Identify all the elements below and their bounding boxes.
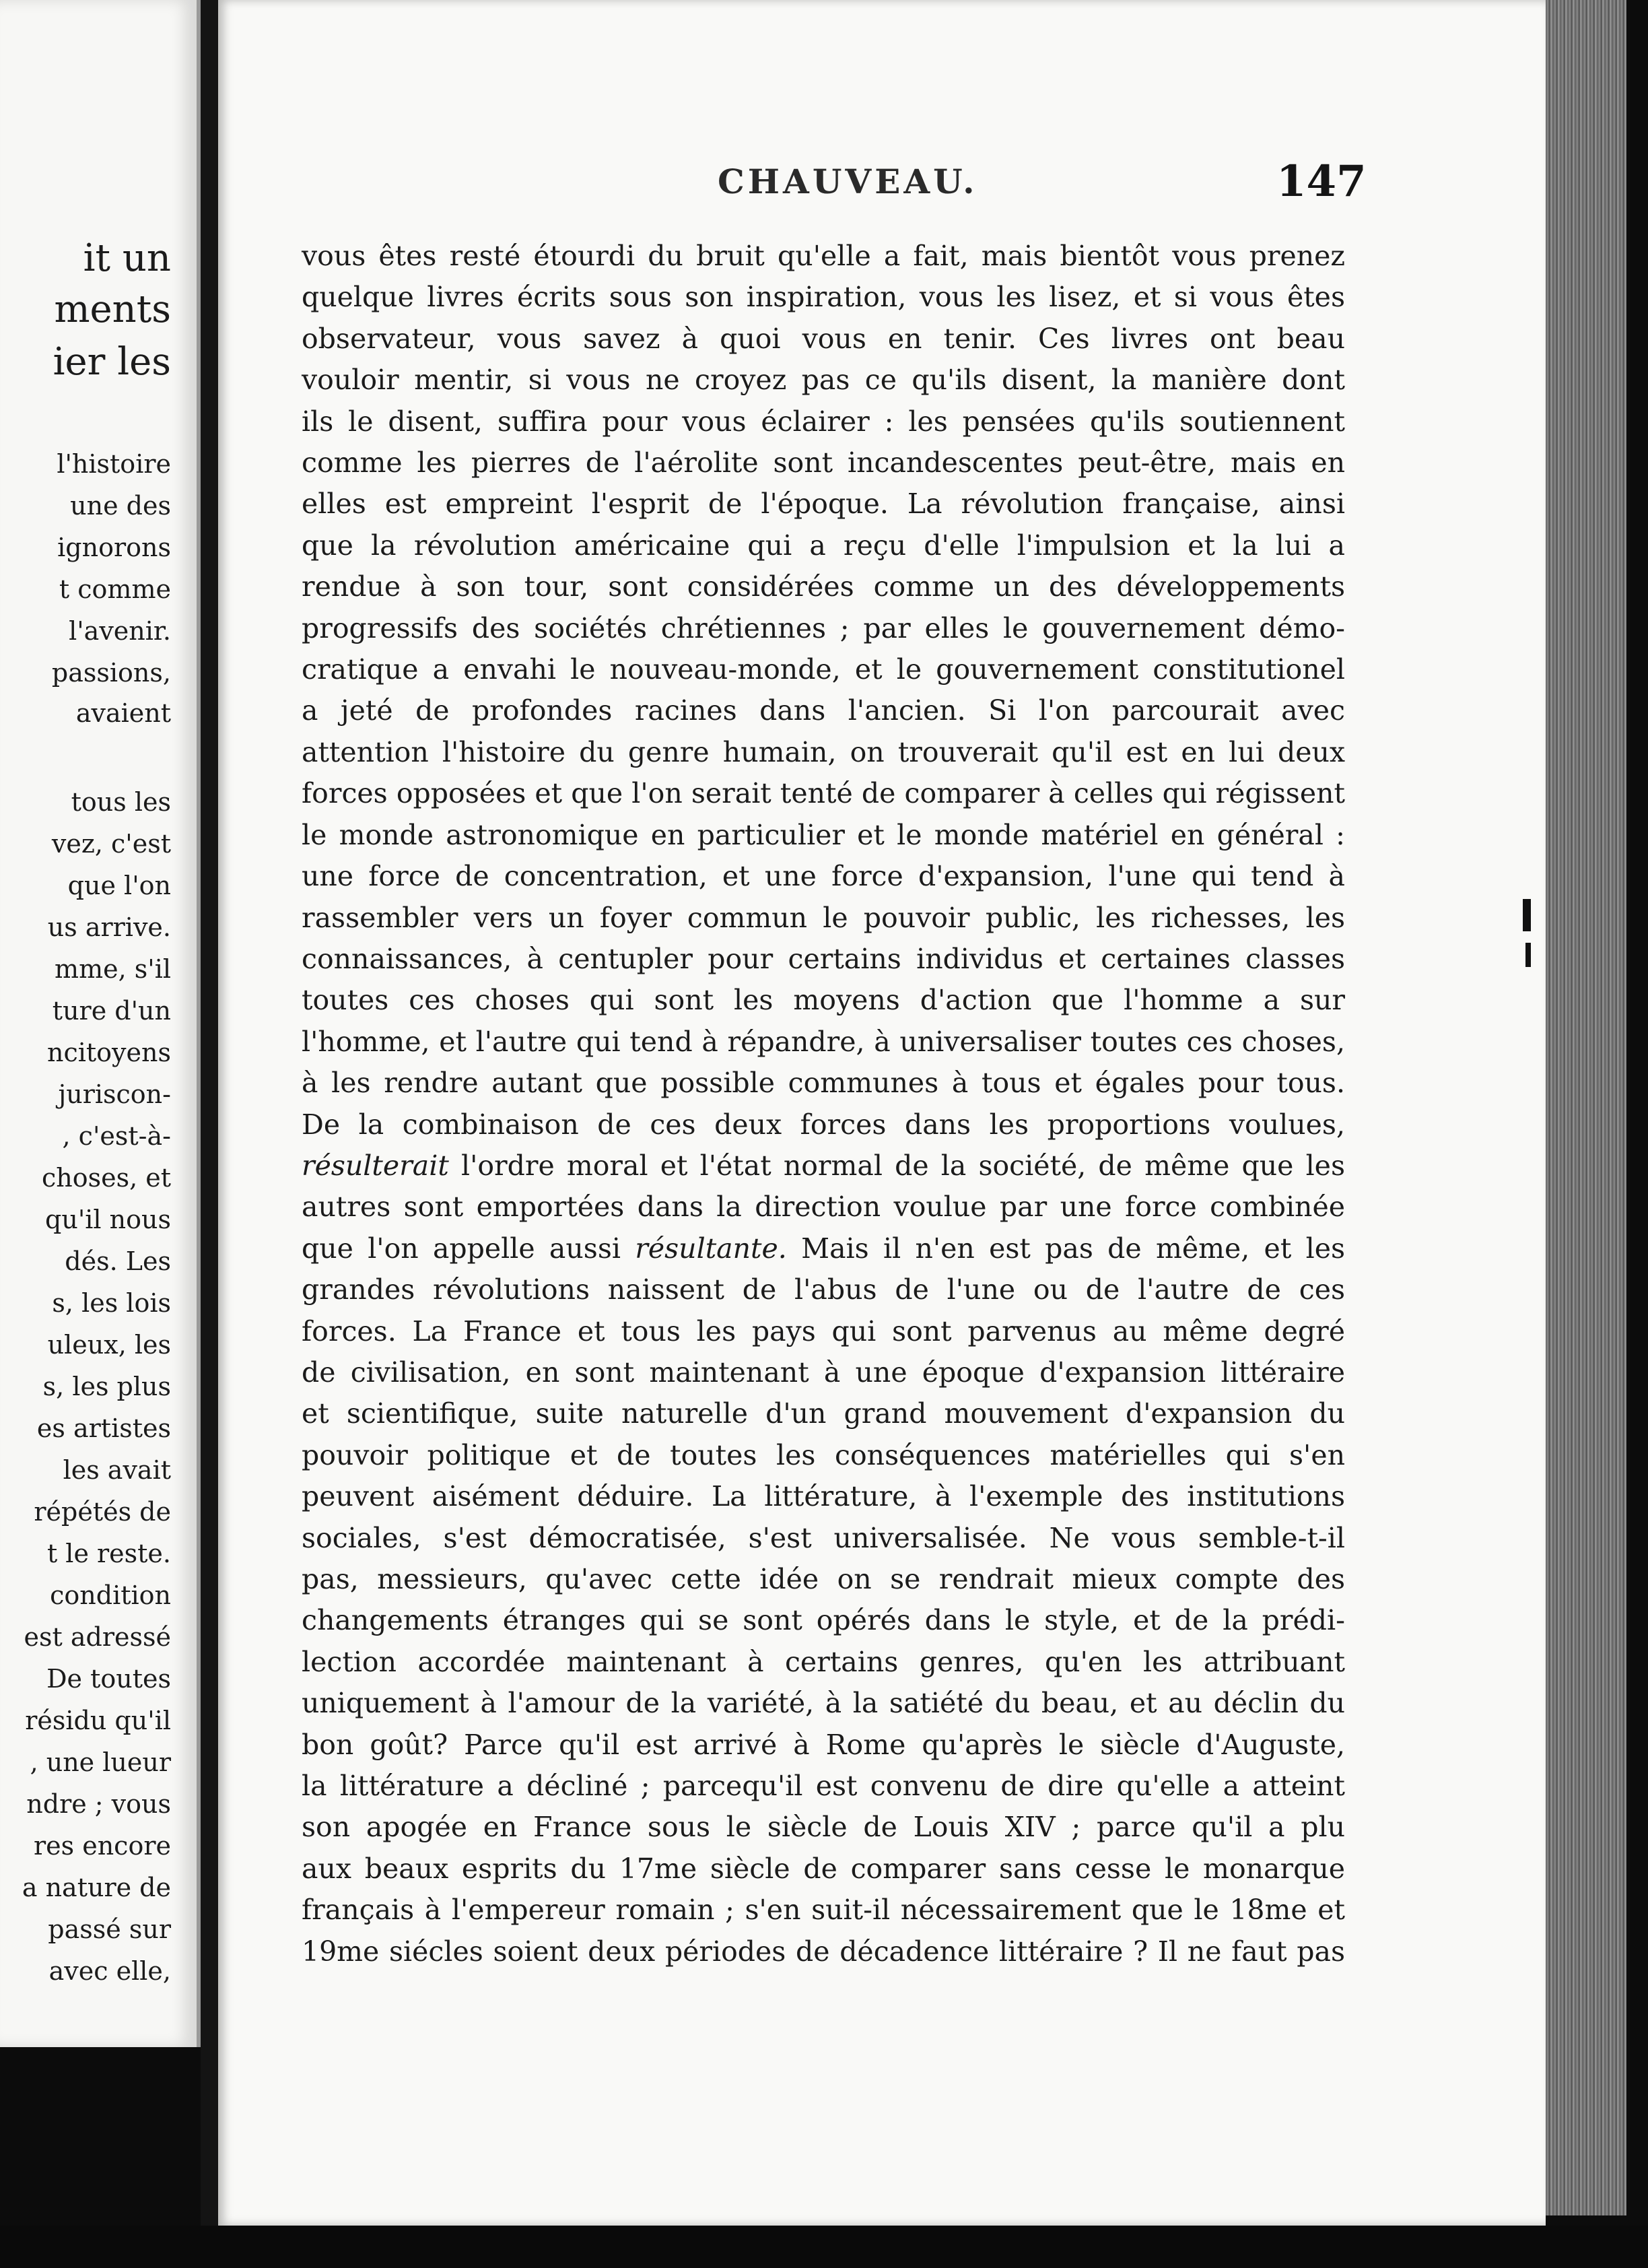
text-line: grandes révolutions naissent de l'abus de l'une ou de l'autre de ces	[302, 1273, 1345, 1306]
left-page-line: résidu qu'il	[25, 1706, 171, 1735]
left-page-line: a nature de	[22, 1873, 171, 1902]
body-text	[302, 236, 1345, 1972]
left-page-line: s, les plus	[42, 1372, 171, 1401]
text-line: forces opposées et que l'on serait tenté de comparer à celles qui régissent	[302, 777, 1345, 810]
text-line: quelque livres écrits sous son inspiration, vous les lisez, et si vous êtes	[302, 281, 1345, 314]
left-page-line: us arrive.	[47, 912, 171, 942]
text-line: l'homme, et l'autre qui tend à répandre, à universaliser toutes ces choses,	[302, 1025, 1345, 1058]
left-page-line: vez, c'est	[51, 829, 171, 859]
left-page-line: uleux, les	[47, 1330, 171, 1360]
text-line: peuvent aisément déduire. La littérature, à l'exemple des institutions	[302, 1480, 1345, 1513]
left-page-line: t le reste.	[46, 1539, 171, 1568]
left-page-line: une des	[70, 491, 171, 521]
left-page-line: les avait	[63, 1455, 171, 1485]
left-page-line: ture d'un	[52, 996, 171, 1026]
left-page-line: t comme	[59, 574, 171, 604]
left-page-line: mme, s'il	[55, 954, 171, 984]
left-page-line: res encore	[33, 1831, 171, 1861]
text-line	[302, 1145, 1345, 1187]
left-page-line: es artistes	[36, 1413, 171, 1443]
text-line: bon goût? Parce qu'il est arrivé à Rome qu'après le siècle d'Auguste,	[302, 1728, 1345, 1761]
book-gutter	[201, 0, 218, 2268]
italic-word: résulterait	[302, 1149, 449, 1182]
left-page-line: it un	[83, 236, 171, 280]
text-line: le monde astronomique en particulier et le monde matériel en général :	[302, 818, 1345, 851]
left-page-line: passé sur	[48, 1914, 171, 1944]
text-fragment: que l'on appelle aussi	[302, 1232, 621, 1265]
text-line: français à l'empereur romain ; s'en suit-il nécessairement que le 18me et	[302, 1894, 1345, 1927]
text-line: autres sont emportées dans la direction voulue par une force combinée	[302, 1191, 1345, 1224]
text-line: toutes ces choses qui sont les moyens d'action que l'homme a sur	[302, 984, 1345, 1017]
text-line: connaissances, à centupler pour certains individus et certaines classes	[302, 942, 1345, 975]
left-page-line: ier les	[53, 340, 171, 384]
left-page-line: s, les lois	[52, 1288, 171, 1318]
left-page-line: répétés de	[34, 1497, 171, 1527]
text-line: la littérature a décliné ; parcequ'il est convenu de dire qu'elle a atteint	[302, 1770, 1345, 1803]
text-line: son apogée en France sous le siècle de Louis XIV ; parce qu'il a plu	[302, 1811, 1345, 1844]
left-page-line: avaient	[75, 698, 171, 728]
left-page-line: avec elle,	[48, 1956, 171, 1986]
left-page-line: , une lueur	[30, 1747, 171, 1777]
facing-left-page	[0, 0, 201, 2047]
left-page-line: est adressé	[24, 1622, 171, 1652]
text-line: de civilisation, en sont maintenant à une époque d'expansion littéraire	[302, 1356, 1345, 1389]
text-line	[302, 1228, 1345, 1269]
scan-speck	[1525, 943, 1531, 967]
text-line: rendue à son tour, sont considérées comme un des développements	[302, 570, 1345, 603]
running-head: CHAUVEAU.	[718, 162, 978, 201]
text-line: pas, messieurs, qu'avec cette idée on se rendrait mieux compte des	[302, 1563, 1345, 1595]
left-page-line: l'avenir.	[69, 616, 171, 646]
text-line: uniquement à l'amour de la variété, à la satiété du beau, et au déclin du	[302, 1687, 1345, 1720]
page-number: 147	[1276, 156, 1367, 207]
left-page-line: De toutes	[46, 1664, 171, 1694]
left-page-line: , c'est-à-	[62, 1121, 171, 1151]
left-page-line: juriscon-	[58, 1079, 171, 1109]
text-fragment: Mais il n'en est pas de même, et les	[801, 1232, 1345, 1265]
left-page-line: que l'on	[67, 871, 171, 900]
left-page-line: ndre ; vous	[26, 1789, 171, 1819]
text-line: changements étranges qui se sont opérés dans le style, et de la prédi-	[302, 1604, 1345, 1637]
text-line: sociales, s'est démocratisée, s'est universalisée. Ne vous semble-t-il	[302, 1521, 1345, 1554]
text-line: pouvoir politique et de toutes les conséquences matérielles qui s'en	[302, 1438, 1345, 1471]
left-page-line: l'histoire	[57, 449, 171, 479]
text-line: vous êtes resté étourdi du bruit qu'elle a fait, mais bientôt vous prenez	[302, 240, 1345, 272]
text-line: aux beaux esprits du 17me siècle de comparer sans cesse le monarque	[302, 1852, 1345, 1885]
left-page-line: condition	[50, 1580, 171, 1610]
left-page-line: passions,	[51, 658, 171, 688]
text-line: ils le disent, suffira pour vous éclairer : les pensées qu'ils soutiennent	[302, 405, 1345, 438]
text-line: rassembler vers un foyer commun le pouvoir public, les richesses, les	[302, 901, 1345, 934]
text-line: vouloir mentir, si vous ne croyez pas ce qu'ils disent, la manière dont	[302, 364, 1345, 397]
text-line: forces. La France et tous les pays qui sont parvenus au même degré	[302, 1314, 1345, 1347]
text-line: progressifs des sociétés chrétiennes ; par elles le gouvernement démo-	[302, 611, 1345, 644]
left-page-line: choses, et	[41, 1163, 171, 1193]
text-line: et scientifique, suite naturelle d'un grand mouvement d'expansion du	[302, 1397, 1345, 1430]
text-line: 19me siécles soient deux périodes de décadence littéraire ? Il ne faut pas	[302, 1935, 1345, 1968]
scan-background	[0, 2226, 1648, 2268]
text-line: lection accordée maintenant à certains genres, qu'en les attribuant	[302, 1645, 1345, 1678]
text-line: a jeté de profondes racines dans l'ancien. Si l'on parcourait avec	[302, 694, 1345, 727]
page-stack-edge	[1546, 0, 1626, 2215]
text-fragment: l'ordre moral et l'état normal de la société, de même que les	[460, 1149, 1345, 1182]
text-line: De la combinaison de ces deux forces dans les proportions voulues,	[302, 1108, 1345, 1141]
italic-word: résultante.	[635, 1232, 787, 1265]
left-page-line: dés. Les	[65, 1246, 171, 1276]
left-page-line: qu'il nous	[45, 1205, 171, 1234]
left-page-line: ncitoyens	[47, 1038, 171, 1067]
text-line: que la révolution américaine qui a reçu d'elle l'impulsion et la lui a	[302, 529, 1345, 562]
text-line: attention l'histoire du genre humain, on trouverait qu'il est en lui deux	[302, 735, 1345, 768]
left-page-line: ments	[54, 288, 171, 331]
text-line: observateur, vous savez à quoi vous en tenir. Ces livres ont beau	[302, 322, 1345, 355]
left-page-line: ignorons	[57, 533, 171, 562]
text-line: comme les pierres de l'aérolite sont incandescentes peut-être, mais en	[302, 446, 1345, 479]
scan-speck	[1523, 899, 1531, 931]
text-line: cratique a envahi le nouveau-monde, et le gouvernement constitutionel	[302, 653, 1345, 686]
text-line: à les rendre autant que possible communes à tous et égales pour tous.	[302, 1067, 1345, 1100]
left-page-line: tous les	[71, 787, 171, 817]
text-line: une force de concentration, et une force d'expansion, l'une qui tend à	[302, 860, 1345, 893]
text-line: elles est empreint l'esprit de l'époque. La révolution française, ainsi	[302, 488, 1345, 521]
